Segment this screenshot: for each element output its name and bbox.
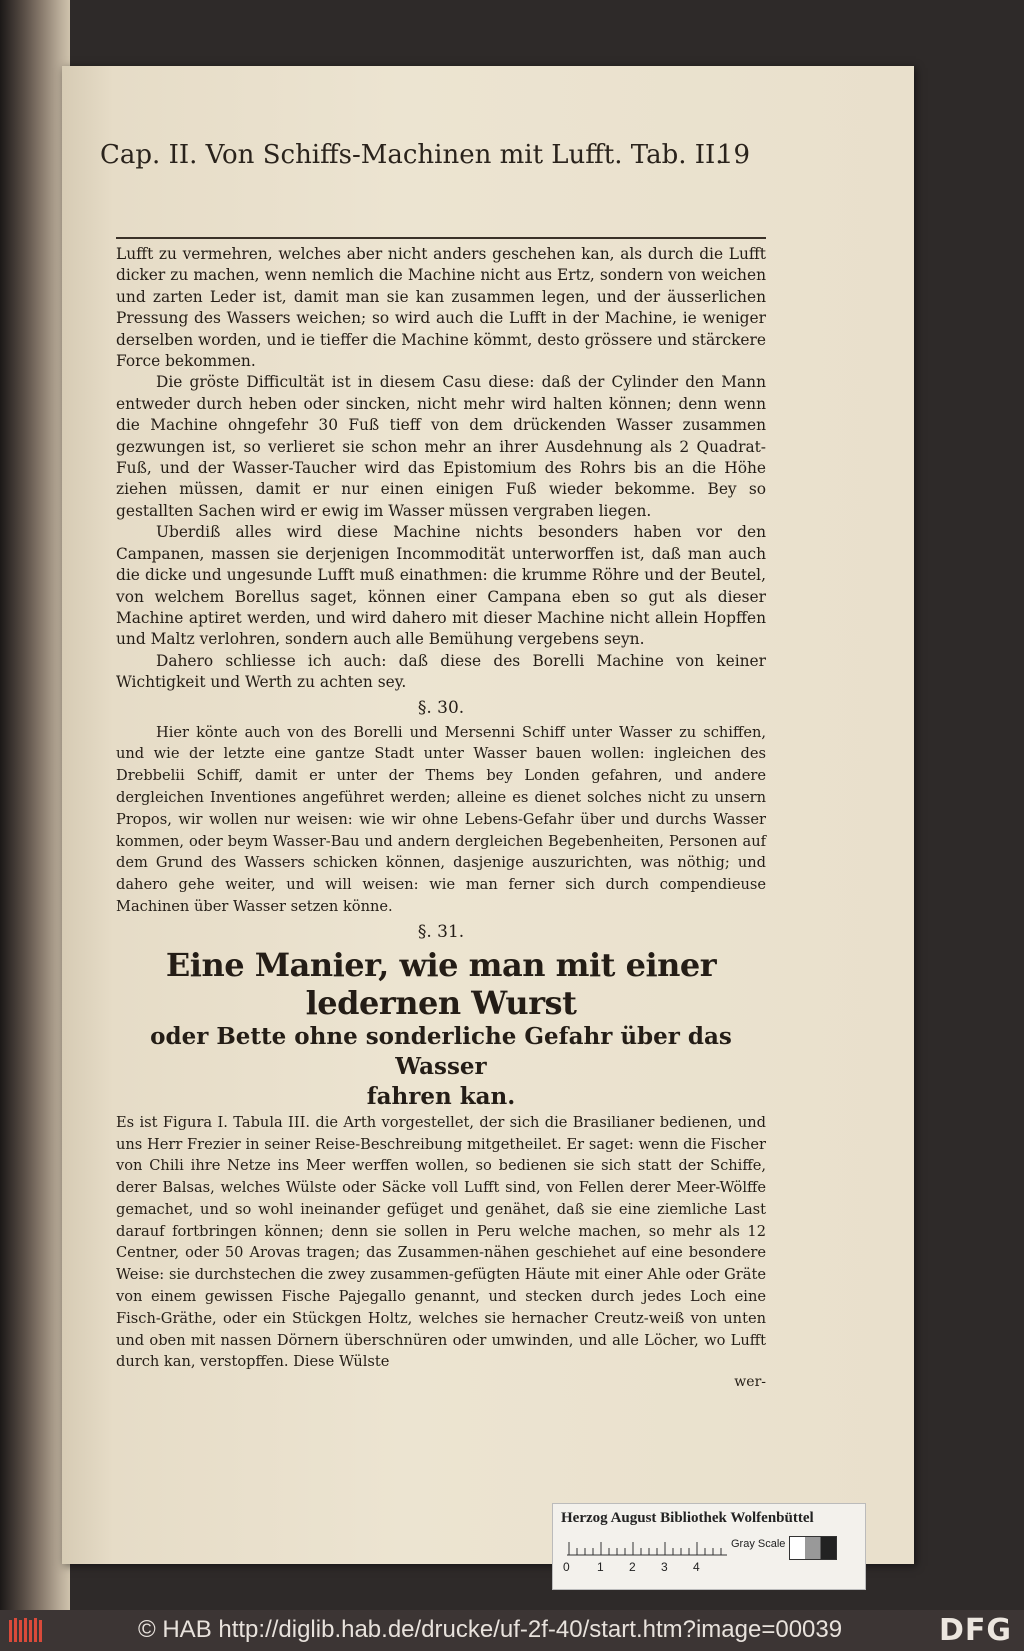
paragraph: Dahero schliesse ich auch: daß diese des Borelli Machine von keiner Wichtigkeit und Werth zu achten sey. (116, 651, 766, 692)
paragraph: Uberdiß alles wird diese Machine nichts besonders haben vor den Campanen, massen sie derjenigen Incommodität unterworffen ist, daß man auch die dicke und ungesunde Lufft muß einathmen: die krumme Röhre und der Beutel, von welchem Borellus saget, können einer Campana eben so gut als dieser Machine aptiret werden, und wird dahero mit dieser Machine nicht allein Hopffen und Maltz verlohren, sondern auch alle Bemühung vergebens seyn. (116, 523, 766, 649)
page-text (116, 244, 766, 1391)
gray-scale-label: Gray Scale (731, 1538, 786, 1550)
ruler-number: 1 (597, 1560, 604, 1574)
page-number: 19 (716, 140, 750, 170)
catchword: wer- (734, 1374, 766, 1391)
ruler-number: 4 (693, 1560, 700, 1574)
scale-ruler (567, 1534, 727, 1556)
library-name: Herzog August Bibliothek Wolfenbüttel (561, 1510, 814, 1526)
gray-scale-swatch (789, 1536, 837, 1560)
section-number: §. 31. (417, 921, 465, 942)
paragraph: Es ist Figura I. Tabula III. die Arth vorgestellet, der sich die Brasilianer bedienen, und uns Herr Frezier in seiner Reise-Beschreibung mitgetheilet. Er saget: wenn die Fischer von Chili ihre Netze ins Meer werffen wollen, so bedienen sie sich statt der Schiffe, derer Balsas, welches Wülste oder Säcke voll Lufft sind, von Fellen derer Meer-Wölffe gemachet, und so wohl ineinander gefüget und genähet, daß sie eine ziemliche Last darauf fortbringen können; denn sie sollen in Peru welche machen, so mehr als 12 Centner, oder 50 Arovas tragen; das Zusammen-nähen geschiehet auf eine besondere Weise: sie durchstechen die zwey zusammen-gefügten Häute mit einer Ahle oder Gräte von einem gewissen Fische Pajegallo genannt, und stecken durch jedes Loch eine Fisch-Gräthe, oder ein Stückgen Holtz, welches sie hernacher Creutz-weiß von unten und oben mit nassen Dörnern überschnüren oder umwinden, und alle Löcher, wo Lufft durch kan, verstopffen. Diese Wülste (116, 1113, 766, 1371)
ruler-number: 3 (661, 1560, 668, 1574)
paragraph: Lufft zu vermehren, welches aber nicht anders geschehen kan, als durch die Lufft dicker zu machen, wenn nemlich die Machine nicht aus Ertz, sondern von weichen und zarten Leder ist, damit man sie kan zusammen legen, und der äusserlichen Pressung des Wassers weichen; so wird auch die Lufft in der Machine, ie weniger derselben worden, und ie tieffer die Machine kömmt, desto grössere und stärckere Force bekommen. (116, 245, 766, 371)
page-header (100, 140, 750, 180)
section-heading: Eine Manier, wie man mit einer ledernen Wurst (165, 945, 717, 1022)
running-title: Cap. II. Von Schiffs-Machinen mit Lufft. Tab. II. (100, 140, 724, 170)
dfg-logo: DFG (938, 1613, 1012, 1648)
library-color-card (552, 1503, 866, 1590)
footer-bar (0, 1610, 1024, 1651)
hab-logo-icon (8, 1616, 46, 1644)
section-heading: fahren kan. (366, 1082, 516, 1110)
ruler-number: 2 (629, 1560, 636, 1574)
paragraph: Die gröste Difficultät ist in diesem Casu diese: daß der Cylinder den Mann entweder durch heben oder sincken, nicht mehr wird halten können; denn wenn die Machine ohngefehr 30 Fuß tieff von dem drückenden Wasser zusammen gezwungen ist, so verlieret sie schon mehr an ihrer Ausdehnung als 2 Quadrat-Fuß, und der Wasser-Taucher wird das Epistomium des Rohrs bis an die Höhe ziehen müssen, damit er nur einen einigen Fuß wieder bekomme. Bey so gestallten Sachen wird er ewig im Wasser müssen vergraben liegen. (116, 373, 766, 520)
book-spine (0, 0, 70, 1610)
header-rule (116, 237, 766, 239)
section-number: §. 30. (417, 697, 465, 718)
ruler-number: 0 (563, 1560, 570, 1574)
section-heading: oder Bette ohne sonderliche Gefahr über das Wasser (150, 1022, 732, 1080)
footer-link[interactable]: © HAB http://diglib.hab.de/drucke/uf-2f-40/start.htm?image=00039 (138, 1616, 843, 1643)
paragraph: Hier könte auch von des Borelli und Mersenni Schiff unter Wasser zu schiffen, und wie der letzte eine gantze Stadt unter Wasser bauen wollen: ingleichen des Drebbelii Schiff, damit er unter der Thems bey Londen gefahren, und andere dergleichen Inventiones angeführet werden; alleine es dienet solches nicht zu unsern Propos, wir wollen nur weisen: wie wir ohne Lebens-Gefahr über und durchs Wasser kommen, oder beym Wasser-Bau und andern dergleichen Begebenheiten, Personen auf dem Grund des Wassers schicken können, dasjenige auszurichten, was nöthig; und dahero gehe weiter, und will weisen: wie man ferner sich durch compendieuse Machinen über Wasser setzen könne. (116, 723, 766, 915)
